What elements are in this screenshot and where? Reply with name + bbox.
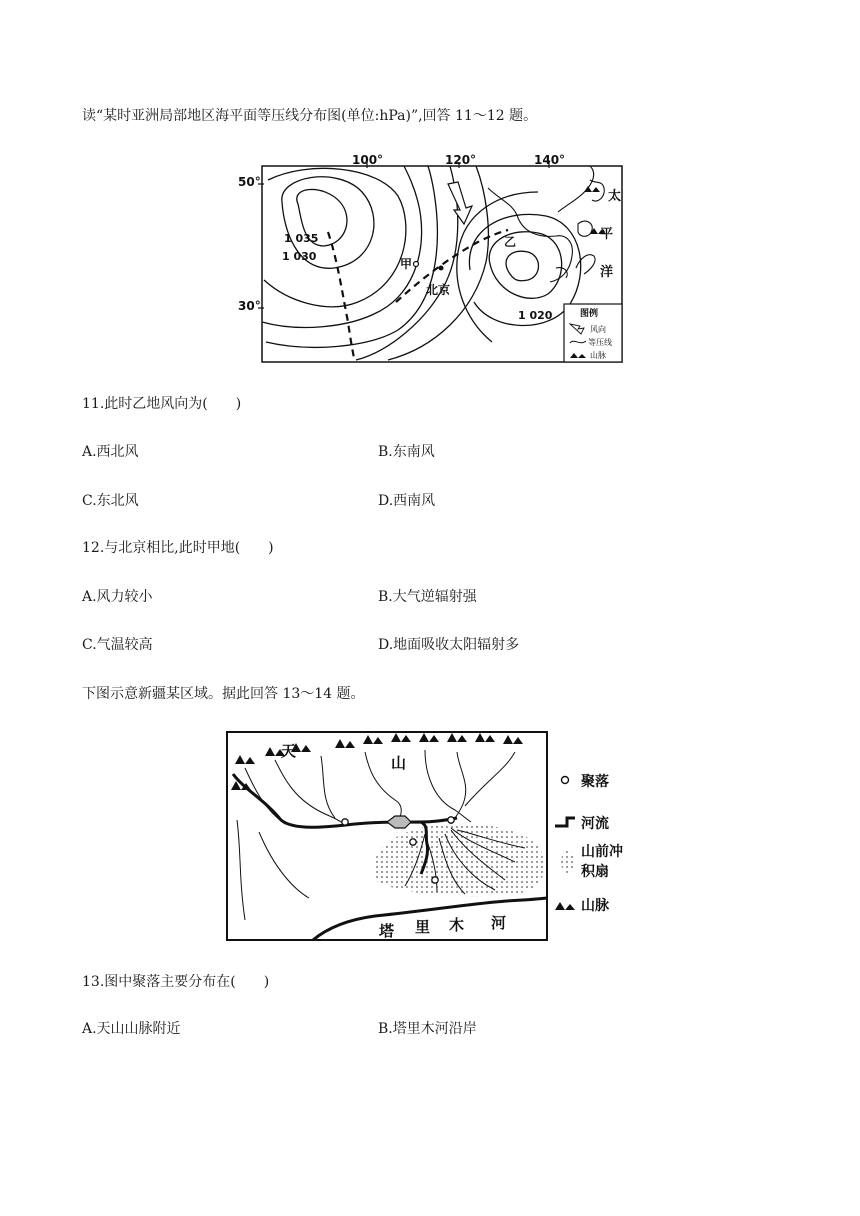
xinjiang-map-figure: [225, 730, 645, 944]
lat-label-30: 30°: [238, 299, 261, 313]
q12-option-c[interactable]: C.气温较高: [82, 637, 153, 653]
ocean-label-2: 平: [600, 227, 614, 242]
place-marker-beijing: [439, 266, 444, 271]
label-tian: 天: [281, 742, 297, 760]
legend-title: 图例: [580, 309, 599, 319]
label-ta: 塔: [379, 922, 395, 940]
lat-label-50: 50°: [238, 175, 261, 189]
q12-stem: 12.与北京相比,此时甲地( ): [82, 540, 274, 556]
label-mu: 木: [449, 916, 465, 934]
place-marker-jia: [414, 262, 419, 267]
q12-option-b[interactable]: B.大气逆辐射强: [378, 589, 477, 605]
legend-river-icon: [555, 818, 575, 826]
isobar-map-figure: [238, 152, 626, 364]
q12-option-a[interactable]: A.风力较小: [82, 589, 153, 605]
legend-isobar: 等压线: [588, 338, 612, 347]
legend-settlement: 聚落: [581, 774, 609, 790]
legend-mountain: 山脉: [590, 351, 606, 360]
isobar-map-svg: [238, 152, 626, 364]
legend-river: 河流: [581, 816, 609, 832]
legend-fan-2: 积扇: [581, 864, 609, 880]
legend-settlement-icon: [562, 777, 569, 784]
isobar-label-1030: 1 030: [282, 250, 317, 263]
place-label-beijing: 北京: [426, 283, 451, 297]
lon-label-120: 120°: [445, 153, 477, 167]
label-shan: 山: [391, 754, 407, 772]
lon-label-140: 140°: [534, 153, 566, 167]
q11-stem: 11.此时乙地风向为( ): [82, 396, 242, 412]
lon-label-100: 100°: [352, 153, 384, 167]
intro-text-13-14: 下图示意新疆某区域。据此回答 13～14 题。: [82, 686, 365, 702]
label-li: 里: [415, 918, 431, 936]
q11-option-a[interactable]: A.西北风: [82, 444, 139, 460]
legend-mountain-icon-2: [555, 902, 575, 910]
label-he: 河: [491, 914, 507, 932]
q13-option-a[interactable]: A.天山山脉附近: [82, 1021, 181, 1037]
xinjiang-map-svg: [225, 730, 645, 944]
q11-option-b[interactable]: B.东南风: [378, 444, 435, 460]
isobar-label-1020: 1 020: [518, 309, 553, 322]
legend-fan-icon: [561, 851, 575, 873]
legend-fan-1: 山前冲: [581, 844, 623, 860]
place-label-jia: 甲: [400, 257, 413, 271]
isobar-label-1035: 1 035: [284, 232, 319, 245]
legend-wind: 风向: [590, 325, 606, 334]
intro-text-11-12: 读“某时亚洲局部地区海平面等压线分布图(单位:hPa)”,回答 11～12 题。: [82, 108, 538, 124]
q11-option-c[interactable]: C.东北风: [82, 493, 139, 509]
ocean-label-3: 洋: [600, 265, 614, 280]
q12-option-d[interactable]: D.地面吸收太阳辐射多: [378, 637, 520, 653]
q13-stem: 13.图中聚落主要分布在( ): [82, 974, 270, 990]
ocean-label-1: 太: [608, 189, 622, 204]
legend-mountain-2: 山脉: [581, 898, 609, 914]
q13-option-b[interactable]: B.塔里木河沿岸: [378, 1021, 477, 1037]
q11-option-d[interactable]: D.西南风: [378, 493, 436, 509]
place-label-yi: 乙: [504, 235, 517, 249]
